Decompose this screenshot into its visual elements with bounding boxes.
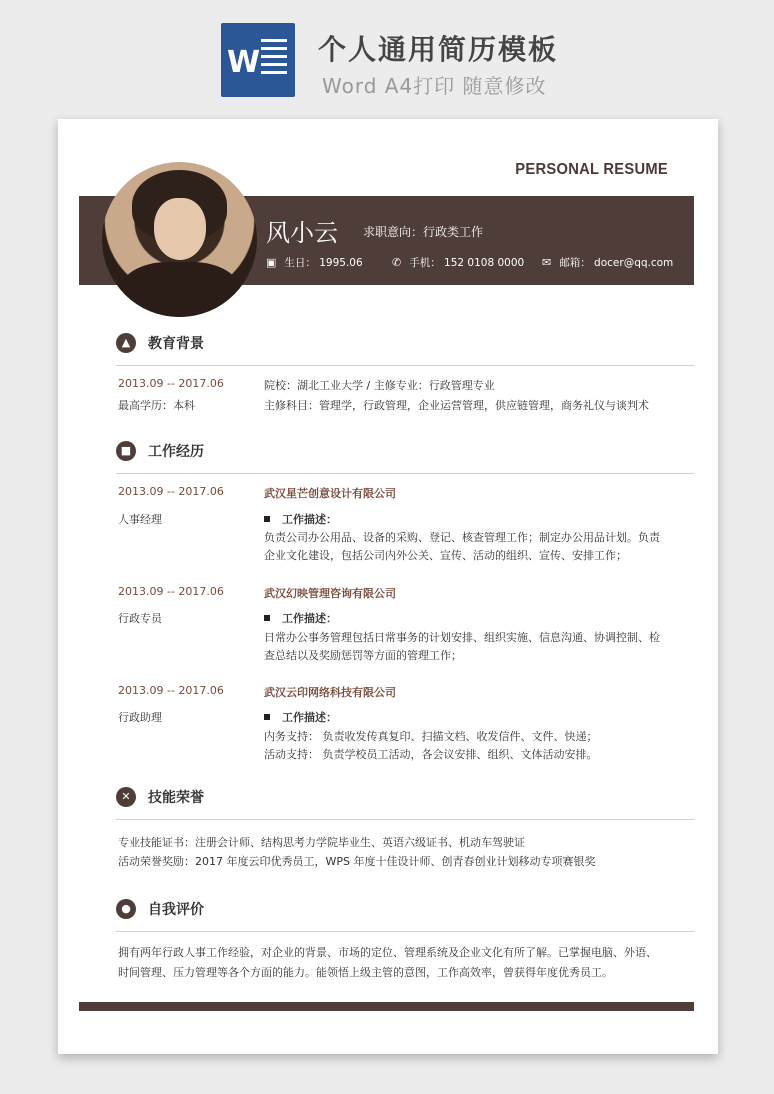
education-school: 院校：湖北工业大学 / 主修专业：行政管理专业 xyxy=(264,379,495,392)
job-role: 行政助理 xyxy=(118,711,162,724)
job-desc-line: 内务支持： 负责收发传真复印、扫描文档、收发信件、文件、快递； xyxy=(264,730,598,743)
job-company: 武汉云印网络科技有限公司 xyxy=(264,686,396,699)
job-date: 2013.09 -- 2017.06 xyxy=(118,684,224,697)
job-role: 人事经理 xyxy=(118,513,162,526)
job-company: 武汉幻映管理咨询有限公司 xyxy=(264,587,396,600)
candidate-name: 风小云 xyxy=(266,219,338,247)
self-header xyxy=(116,895,694,932)
skills-header xyxy=(116,783,694,820)
person-icon: ● xyxy=(116,899,136,919)
education-title: 教育背景 xyxy=(148,336,204,352)
job-desc-label: 工作描述： xyxy=(264,610,337,626)
self-line: 拥有两年行政人事工作经验，对企业的背景、市场的定位、管理系统及企业文化有所了解。已掌握电脑、外语、 xyxy=(118,946,657,959)
job-desc-label: 工作描述： xyxy=(264,709,337,725)
job-desc-line: 负责公司办公用品、设备的采购、登记、核查管理工作；制定办公用品计划。负责 xyxy=(264,531,660,544)
job-date: 2013.09 -- 2017.06 xyxy=(118,585,224,598)
calendar-icon: ▣ xyxy=(266,256,277,269)
self-line: 时间管理、压力管理等各个方面的能力。能领悟上级主管的意图，工作高效率，曾获得年度优秀员工。 xyxy=(118,966,613,979)
resume-paper xyxy=(58,119,718,1054)
job-desc-line: 企业文化建设，包括公司内外公关、宣传、活动的组织、宣传、安排工作； xyxy=(264,549,627,562)
education-courses: 主修科目：管理学，行政管理，企业运营管理，供应链管理，商务礼仪与谈判术 xyxy=(264,399,649,412)
email-info: ✉ 邮箱： docer@qq.com xyxy=(542,256,674,269)
page-header xyxy=(0,0,774,110)
work-title: 工作经历 xyxy=(148,444,204,460)
self-title: 自我评价 xyxy=(148,902,204,918)
word-logo-letter: W xyxy=(227,45,261,80)
education-header xyxy=(116,329,694,366)
avatar xyxy=(102,162,257,317)
phone-info: ✆ 手机： 152 0108 0000 xyxy=(392,256,525,269)
word-logo-icon xyxy=(221,23,295,97)
job-company: 武汉星芒创意设计有限公司 xyxy=(264,487,396,500)
job-role: 行政专员 xyxy=(118,612,162,625)
briefcase-icon: ■ xyxy=(116,441,136,461)
skills-line: 专业技能证书：注册会计师、结构思考力学院毕业生、英语六级证书、机动车驾驶证 xyxy=(118,836,525,849)
footer-bar xyxy=(79,1002,694,1011)
template-title: 个人通用简历模板 xyxy=(318,33,559,66)
graduation-cap-icon: ▲ xyxy=(116,333,136,353)
template-subtitle: Word A4打印 随意修改 xyxy=(322,74,547,98)
skills-title: 技能荣誉 xyxy=(148,790,204,806)
mail-icon: ✉ xyxy=(542,256,552,269)
education-date: 2013.09 -- 2017.06 xyxy=(118,377,224,390)
job-date: 2013.09 -- 2017.06 xyxy=(118,485,224,498)
job-desc-label: 工作描述： xyxy=(264,511,337,527)
job-desc-line: 查总结以及奖励惩罚等方面的管理工作； xyxy=(264,649,462,662)
job-desc-line: 日常办公事务管理包括日常事务的计划安排、组织实施、信息沟通、协调控制、检 xyxy=(264,631,660,644)
birth-info: ▣ 生日： 1995.06 xyxy=(266,256,363,269)
tools-icon: ✕ xyxy=(116,787,136,807)
job-intent: 求职意向：行政类工作 xyxy=(363,225,484,239)
resume-brand: PERSONAL RESUME xyxy=(515,161,668,178)
work-header xyxy=(116,437,694,474)
skills-line: 活动荣誉奖励：2017 年度云印优秀员工，WPS 年度十佳设计师、创青春创业计划移动专项赛银奖 xyxy=(118,855,596,868)
education-degree: 最高学历：本科 xyxy=(118,399,195,412)
job-desc-line: 活动支持： 负责学校员工活动，各会议安排、组织、文体活动安排。 xyxy=(264,748,598,761)
phone-icon: ✆ xyxy=(392,256,402,269)
